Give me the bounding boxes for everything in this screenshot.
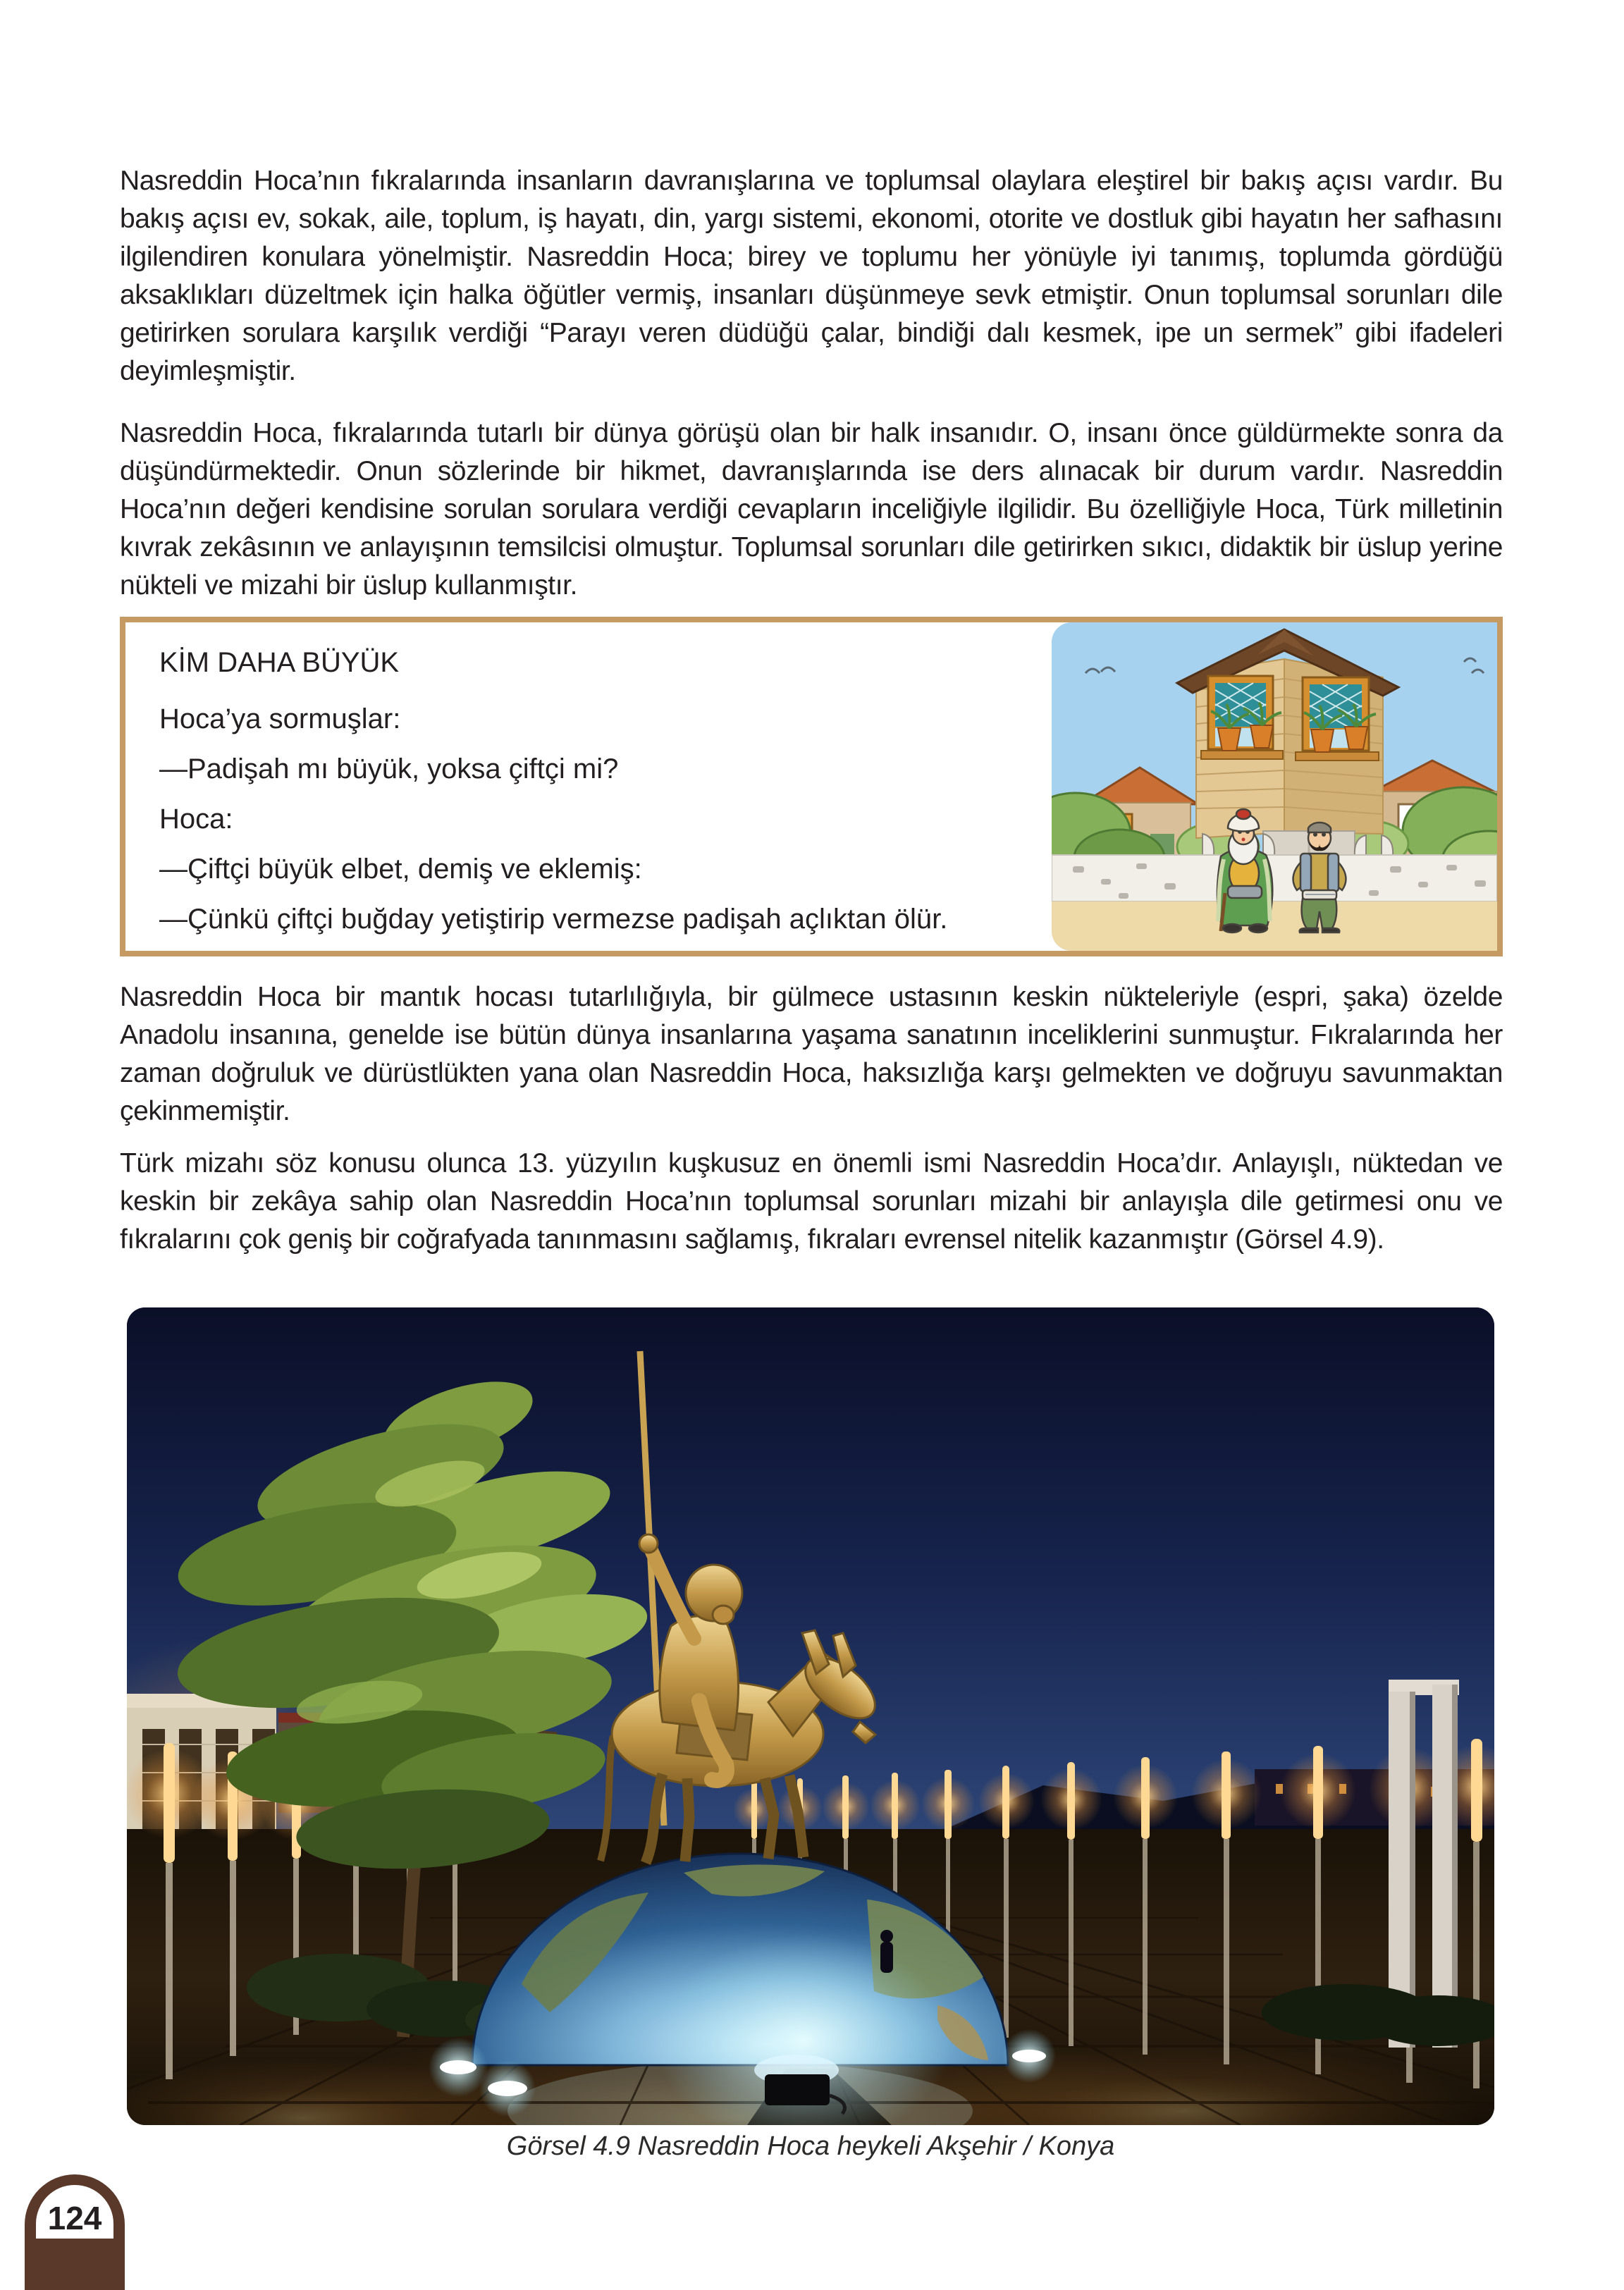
story-line: —Çiftçi büyük elbet, demiş ve eklemiş: [159,854,642,885]
story-line: Hoca’ya sormuşlar: [159,703,401,734]
story-box-text [159,644,1040,950]
pedestrian-silhouette [880,1930,893,1973]
cartoon-ground [1052,901,1497,951]
story-illustration [1052,622,1497,951]
paragraph-2: Nasreddin Hoca, fıkralarında tutarlı bir dünya görüşü olan bir halk insanıdır. O, insanı önce güldürmekte sonra da düşündürmektedir. Onun sözlerinde bir hikmet, davranışlarında ise ders alınacak bir durum vardır. Nasreddin Hoca’nın değeri kendisine sorulan sorulara verdiği cevapların inceliğiyle ilgilidir. Bu özelliğiyle Hoca, Türk milletinin kıvrak zekâsının ve anlayışının temsilcisi olmuştur. Toplumsal sorunları dile getirirken sıkıcı, didaktik bir üslup yerine nükteli ve mizahi bir üslup kullanmıştır. [120,418,1503,601]
figure-caption: Görsel 4.9 Nasreddin Hoca heykeli Akşehir / Konya [506,2131,1115,2161]
page-number-badge [25,2174,125,2290]
story-line: —Padişah mı büyük, yoksa çiftçi mi? [159,753,619,784]
story-box [120,617,1503,956]
story-title: KİM DAHA BÜYÜK [159,647,400,678]
statue-photo [127,1307,1494,2125]
paragraph-1: Nasreddin Hoca’nın fıkralarında insanların davranışlarına ve toplumsal olaylara eleştirel bir bakış açısı vardır. Bu bakış açısı ev, sokak, aile, toplum, iş hayatı, din, yargı sistemi, ekonomi, otorite ve dostluk gibi hayatın her safhasını ilgilendiren konulara yönelmiştir. Nasreddin Hoca; birey ve toplumu her yönüyle iyi tanımış, toplumda gördüğü aksaklıkları düzeltmek için halka öğütler vermiş, insanları düşünmeye sevk etmiştir. Onun toplumsal sorunları dile getirirken sorulara karşılık verdiği “Parayı veren düdüğü çalar, bindiği dalı kesmek, ipe un sermek” gibi ifadeleri deyimleşmiştir. [120,166,1503,386]
paragraph-3: Nasreddin Hoca bir mantık hocası tutarlılığıyla, bir gülmece ustasının keskin nükteleriyle (espri, şaka) özelde Anadolu insanına, genelde ise bütün dünya insanlarına yaşama sanatının inceliklerini sunmuştur. Fıkralarında her zaman doğruluk ve dürüstlükten yana olan Nasreddin Hoca, haksızlığa karşı gelmekten ve doğruyu savunmaktan çekinmemiştir. [120,982,1503,1126]
courtyard-wall [1052,855,1497,901]
paragraph-4: Türk mizahı söz konusu olunca 13. yüzyılın kuşkusuz en önemli ismi Nasreddin Hoca’dır. Anlayışlı, nüktedan ve keskin bir zekâya sahip olan Nasreddin Hoca’nın toplumsal sorunları mizahi bir anlayışla dile getirmesi onu ve fıkralarını çok geniş bir coğrafyada tanınmasını sağlamış, fıkraları evrensel nitelik kazanmıştır (Görsel 4.9). [120,1148,1503,1255]
story-line: —Çünkü çiftçi buğday yetiştirip vermezse padişah açlıktan ölür. [159,904,948,935]
lattice-window [1296,677,1379,761]
story-line: Hoca: [159,804,233,835]
lattice-window [1201,676,1283,759]
page-number: 124 [36,2185,113,2239]
